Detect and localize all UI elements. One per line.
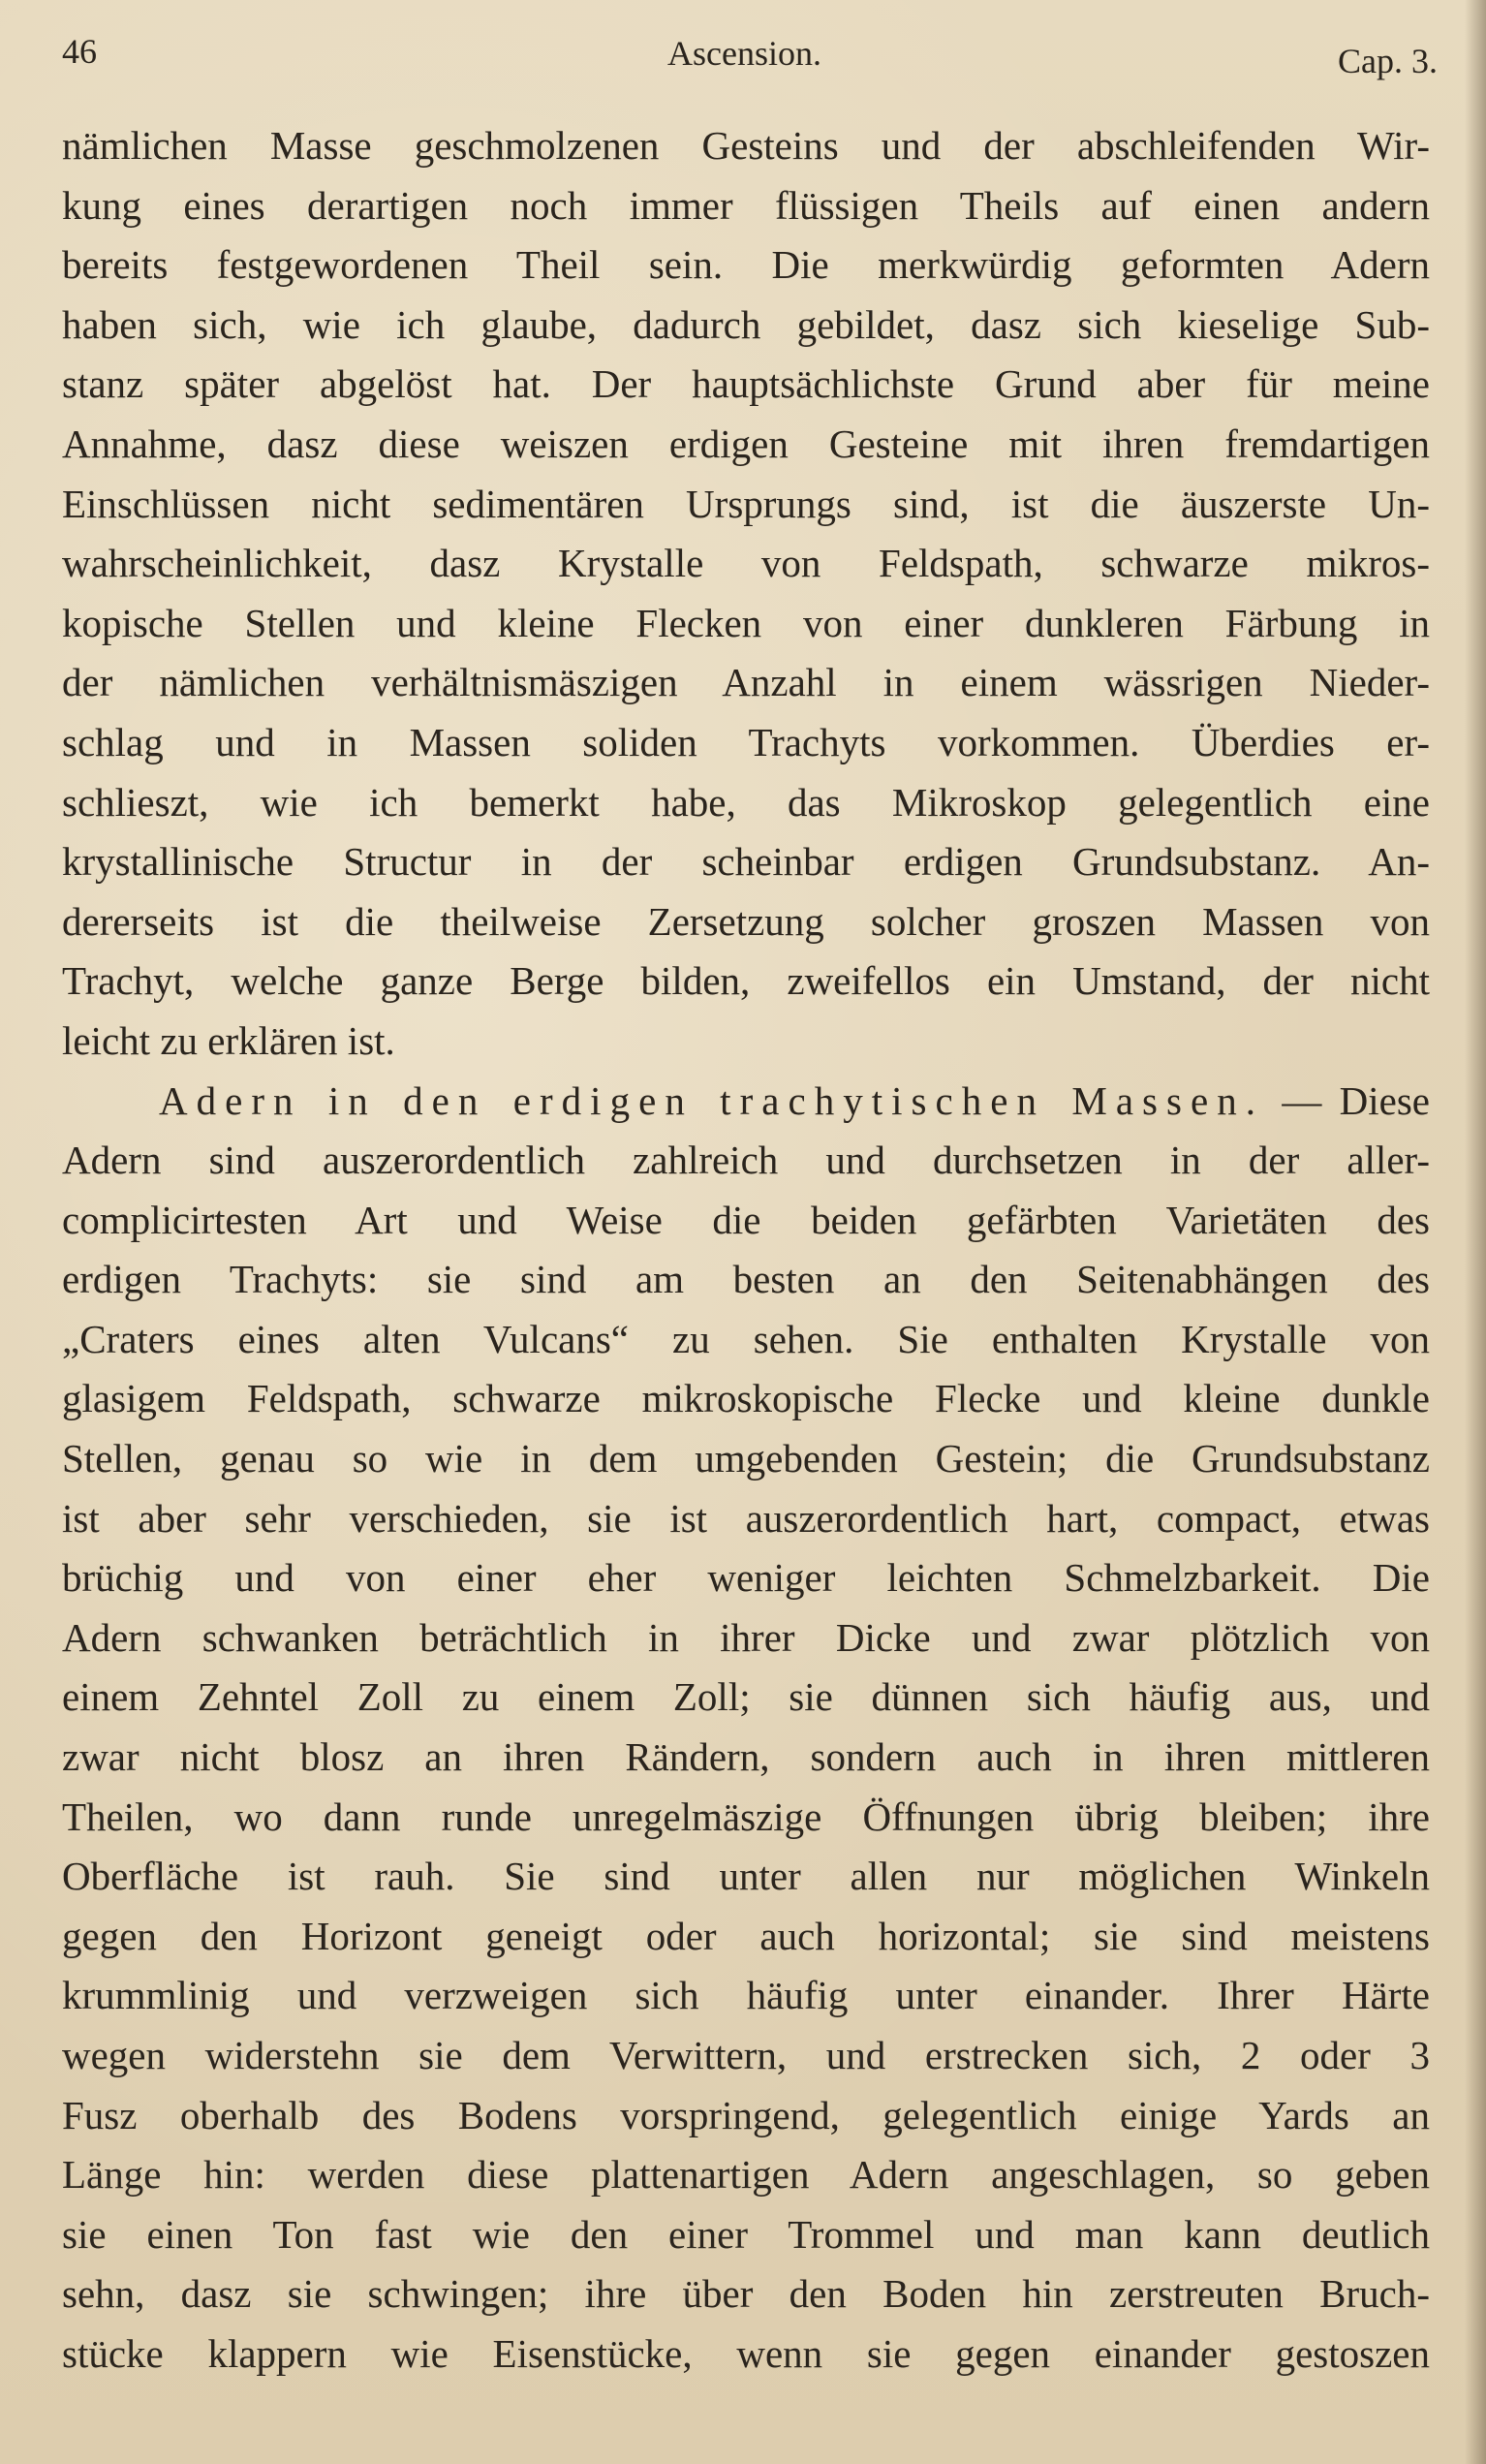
- text-line: wahrscheinlichkeit, dasz Krystalle von Feldspath, schwarze mikros-: [62, 541, 1430, 586]
- text-line: nämlichen Masse geschmolzenen Gesteins und der abschleifenden Wir-: [62, 123, 1430, 168]
- text-line: „Craters eines alten Vulcans“ zu sehen. Sie enthalten Krystalle von: [62, 1316, 1430, 1361]
- text-line: dererseits ist die theilweise Zersetzung solcher groszen Massen von: [62, 898, 1430, 944]
- text-line: stanz später abgelöst hat. Der hauptsächlichste Grund aber für meine: [62, 361, 1430, 407]
- text-line: Adern schwanken beträchtlich in ihrer Dicke und zwar plötzlich von: [62, 1614, 1430, 1660]
- text-line: Adern sind auszerordentlich zahlreich und durchsetzen in der aller-: [62, 1138, 1430, 1183]
- text-line: ist aber sehr verschieden, sie ist auszerordentlich hart, compact, etwas: [62, 1495, 1430, 1541]
- text-line: Länge hin: werden diese plattenartigen Adern angeschlagen, so geben: [62, 2152, 1430, 2198]
- heading-dash-text: — Diese: [1282, 1077, 1430, 1123]
- text-line: sie einen Ton fast wie den einer Trommel und man kann deutlich: [62, 2211, 1430, 2257]
- text-line: leicht zu erklären ist.: [62, 1017, 395, 1063]
- text-line: Trachyt, welche ganze Berge bilden, zweifellos ein Umstand, der nicht: [62, 958, 1430, 1004]
- text-line: erdigen Trachyts: sie sind am besten an den Seitenabhängen des: [62, 1257, 1430, 1302]
- text-line: Annahme, dasz diese weiszen erdigen Gesteine mit ihren fremdartigen: [62, 421, 1430, 466]
- text-line: gegen den Horizont geneigt oder auch horizontal; sie sind meistens: [62, 1913, 1430, 1958]
- page-edge-shadow: [1465, 0, 1486, 2464]
- text-line: brüchig und von einer eher weniger leichten Schmelzbarkeit. Die: [62, 1555, 1430, 1601]
- body-text: [62, 116, 1430, 2385]
- text-line: stücke klappern wie Eisenstücke, wenn sie gegen einander gestoszen: [62, 2330, 1430, 2376]
- text-line: bereits festgewordenen Theil sein. Die merkwürdig geformten Adern: [62, 242, 1430, 288]
- text-line: schlieszt, wie ich bemerkt habe, das Mikroskop gelegentlich eine: [62, 779, 1430, 825]
- text-line: Theilen, wo dann runde unregelmäszige Öffnungen übrig bleiben; ihre: [62, 1793, 1430, 1839]
- text-line: complicirtesten Art und Weise die beiden gefärbten Varietäten des: [62, 1197, 1430, 1242]
- text-line: kopische Stellen und kleine Flecken von einer dunkleren Färbung in: [62, 600, 1430, 645]
- paragraph-2-first-line: [62, 1072, 1430, 1132]
- text-line: glasigem Feldspath, schwarze mikroskopische Flecke und kleine dunkle: [62, 1376, 1430, 1421]
- text-line: krystallinische Structur in der scheinbar erdigen Grundsubstanz. An-: [62, 839, 1430, 885]
- text-line: Fusz oberhalb des Bodens vorspringend, gelegentlich einige Yards an: [62, 2092, 1430, 2137]
- text-line: der nämlichen verhältnismäszigen Anzahl in einem wässrigen Nieder-: [62, 660, 1430, 705]
- running-title: Ascension.: [667, 34, 821, 73]
- paragraph-2: [62, 1072, 1430, 2385]
- section-heading: Adern in den erdigen trachytischen Massen.: [159, 1077, 1264, 1123]
- text-line: Oberfläche ist rauh. Sie sind unter allen nur möglichen Winkeln: [62, 1854, 1430, 1899]
- text-line: schlag und in Massen soliden Trachyts vorkommen. Überdies er-: [62, 719, 1430, 764]
- chapter-label: Cap. 3.: [1338, 42, 1438, 80]
- text-line: sehn, dasz sie schwingen; ihre über den Boden hin zerstreuten Bruch-: [62, 2271, 1430, 2317]
- text-line: Stellen, genau so wie in dem umgebenden Gestein; die Grundsubstanz: [62, 1436, 1430, 1482]
- text-line: wegen widerstehn sie dem Verwittern, und erstrecken sich, 2 oder 3: [62, 2033, 1430, 2077]
- text-line: kung eines derartigen noch immer flüssigen Theils auf einen andern: [62, 182, 1430, 228]
- running-header: [62, 21, 1438, 89]
- paragraph-1: [62, 116, 1430, 1072]
- page-number: 46: [62, 32, 97, 71]
- text-line: einem Zehntel Zoll zu einem Zoll; sie dünnen sich häufig aus, und: [62, 1674, 1430, 1720]
- text-line: zwar nicht blosz an ihren Rändern, sondern auch in ihren mittleren: [62, 1734, 1430, 1780]
- text-line: haben sich, wie ich glaube, dadurch gebildet, dasz sich kieselige Sub-: [62, 301, 1430, 347]
- text-line: krummlinig und verzweigen sich häufig unter einander. Ihrer Härte: [62, 1973, 1430, 2018]
- text-line: Einschlüssen nicht sedimentären Ursprungs sind, ist die äuszerste Un-: [62, 481, 1430, 526]
